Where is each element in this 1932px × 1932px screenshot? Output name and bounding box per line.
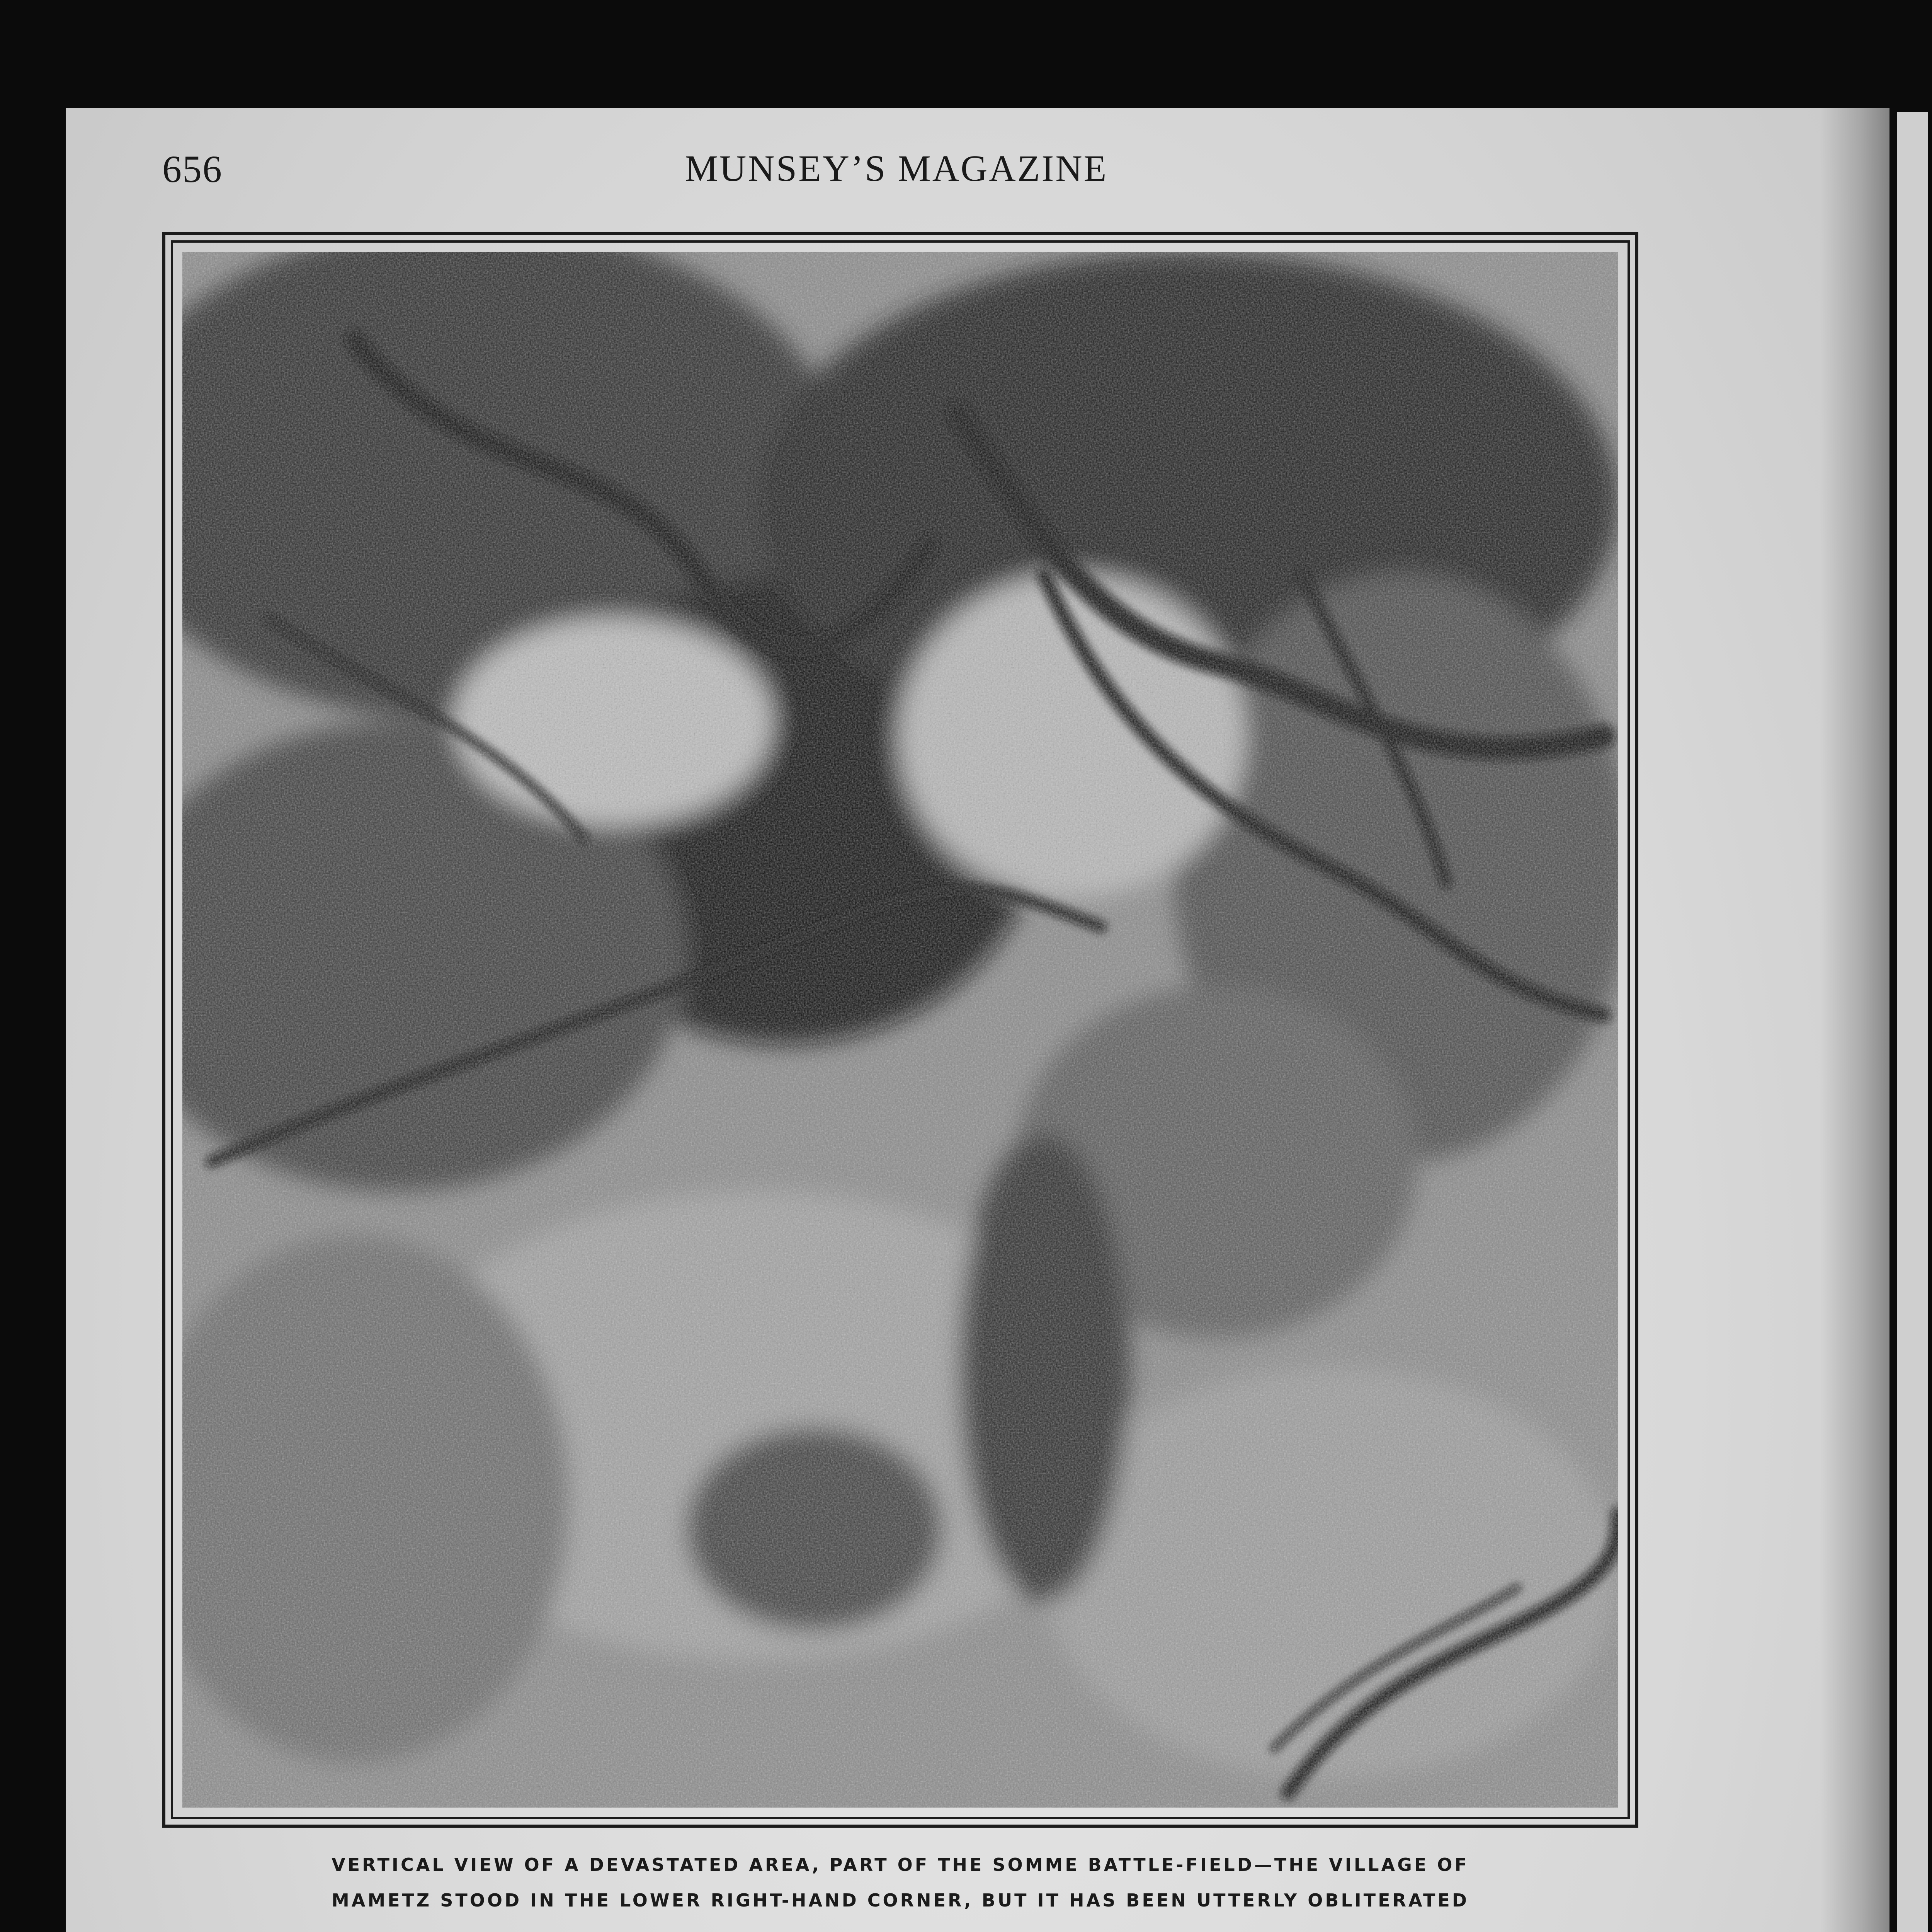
caption-line: VERTICAL VIEW OF A DEVASTATED AREA, PART OF THE SOMME BATTLE-FIELD—THE VILLAGE OF: [162, 1847, 1638, 1883]
magazine-title: MUNSEY’S MAGAZINE: [162, 147, 1631, 190]
caption-line: MAMETZ STOOD IN THE LOWER RIGHT-HAND CORNER, BUT IT HAS BEEN UTTERLY OBLITERATED: [162, 1883, 1638, 1918]
page-number: 656: [162, 147, 223, 191]
